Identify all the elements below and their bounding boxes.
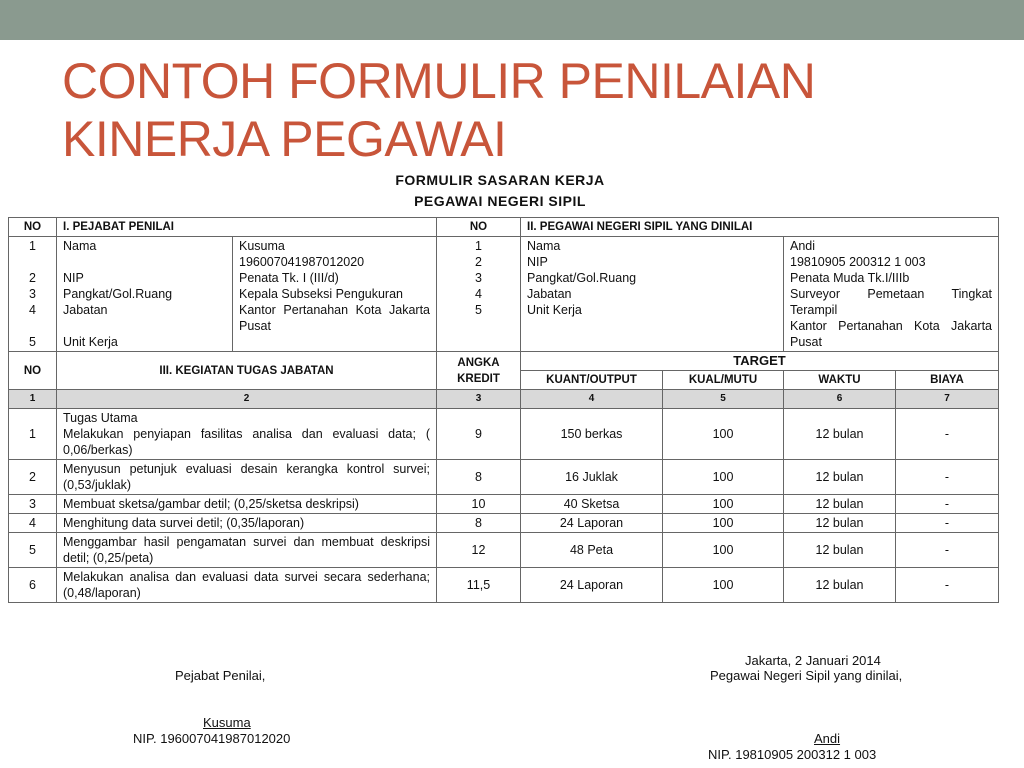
pns-dinilai-nip: NIP. 19810905 200312 1 003: [708, 747, 877, 762]
row-kuant: 16 Juklak: [521, 460, 663, 495]
row-kual: 100: [663, 460, 784, 495]
row-angka-kredit: 10: [437, 495, 521, 514]
table-row: [9, 460, 999, 495]
column-number-row: [9, 390, 999, 409]
pejabat-nama: Kusuma: [239, 239, 285, 253]
row-waktu: 12 bulan: [784, 514, 896, 533]
table-row: [9, 514, 999, 533]
row-no: 1: [9, 409, 57, 460]
colnum-1: 1: [9, 390, 57, 409]
pejabat-unit: Kantor Pertanahan Kota Jakarta Pusat: [239, 303, 430, 333]
pns-jabatan: Surveyor Pemetaan Tingkat Terampil: [790, 287, 992, 317]
row-waktu: 12 bulan: [784, 495, 896, 514]
colnum-3: 3: [437, 390, 521, 409]
row-waktu: 12 bulan: [784, 568, 896, 603]
kual-header: KUAL/MUTU: [663, 371, 784, 390]
slide-title-line-2: KINERJA PEGAWAI: [62, 111, 507, 167]
waktu-header: WAKTU: [784, 371, 896, 390]
pejabat-labels: Nama NIP Pangkat/Gol.Ruang Jabatan Unit Kerja: [57, 237, 233, 352]
col-no-header-3: NO: [9, 352, 57, 390]
row-no: 4: [9, 514, 57, 533]
pejabat-penilai-header: I. PEJABAT PENILAI: [57, 218, 437, 237]
row-waktu: 12 bulan: [784, 533, 896, 568]
pejabat-pangkat: Penata Tk. I (III/d): [239, 271, 339, 285]
pejabat-penilai-nip: NIP. 196007041987012020: [133, 731, 291, 746]
row-kual: 100: [663, 409, 784, 460]
row-no: 5: [9, 533, 57, 568]
row-angka-kredit: 8: [437, 460, 521, 495]
row-biaya: -: [896, 514, 999, 533]
row-angka-kredit: 12: [437, 533, 521, 568]
row-kuant: 24 Laporan: [521, 568, 663, 603]
colnum-7: 7: [896, 390, 999, 409]
kuant-header: KUANT/OUTPUT: [521, 371, 663, 390]
pns-values: [784, 237, 999, 352]
table-row: [9, 568, 999, 603]
row-biaya: -: [896, 568, 999, 603]
pns-labels: Nama NIP Pangkat/Gol.Ruang Jabatan Unit Kerja: [521, 237, 784, 352]
row-angka-kredit: 9: [437, 409, 521, 460]
kegiatan-header-row: [9, 352, 999, 371]
pns-dinilai-caption: Pegawai Negeri Sipil yang dinilai,: [710, 668, 903, 683]
row-no: 6: [9, 568, 57, 603]
row-biaya: -: [896, 409, 999, 460]
pejabat-jabatan: Kepala Subseksi Pengukuran: [239, 287, 404, 301]
row-biaya: -: [896, 495, 999, 514]
row-kual: 100: [663, 514, 784, 533]
row-kegiatan-text: Melakukan penyiapan fasilitas analisa dan evaluasi data; ( 0,06/berkas): [63, 427, 430, 457]
row-kegiatan: Melakukan analisa dan evaluasi data survei secara sederhana; (0,48/laporan): [57, 568, 437, 603]
row-angka-kredit: 11,5: [437, 568, 521, 603]
colnum-5: 5: [663, 390, 784, 409]
slide-title: [62, 52, 962, 168]
row-kegiatan: Membuat sketsa/gambar detil; (0,25/sketsa deskripsi): [57, 495, 437, 514]
target-header: TARGET: [521, 352, 999, 371]
tugas-utama-label: Tugas Utama: [63, 411, 138, 425]
row-kegiatan: Menghitung data survei detil; (0,35/laporan): [57, 514, 437, 533]
kegiatan-header: III. KEGIATAN TUGAS JABATAN: [57, 352, 437, 390]
biaya-header: BIAYA: [896, 371, 999, 390]
row-kegiatan: Menggambar hasil pengamatan survei dan membuat deskripsi detil; (0,25/peta): [57, 533, 437, 568]
pns-nip: 19810905 200312 1 003: [790, 255, 926, 269]
identity-row: [9, 237, 999, 352]
row-kegiatan: Menyusun petunjuk evaluasi desain kerangka kontrol survei; (0,53/juklak): [57, 460, 437, 495]
row-kuant: 40 Sketsa: [521, 495, 663, 514]
sasaran-kerja-table: [8, 217, 999, 603]
pns-nama: Andi: [790, 239, 816, 253]
row-waktu: 12 bulan: [784, 460, 896, 495]
row-kual: 100: [663, 568, 784, 603]
colnum-6: 6: [784, 390, 896, 409]
form-title: FORMULIR SASARAN KERJA: [395, 172, 605, 188]
row-kual: 100: [663, 495, 784, 514]
pns-unit: Kantor Pertanahan Kota Jakarta Pusat: [790, 319, 992, 349]
col-no-header-2: NO: [437, 218, 521, 237]
row-kuant: 150 berkas: [521, 409, 663, 460]
pns-dinilai-name: Andi: [814, 731, 841, 746]
row-kegiatan: [57, 409, 437, 460]
pejabat-values: [233, 237, 437, 352]
row-no: 3: [9, 495, 57, 514]
section-header-row: [9, 218, 999, 237]
table-row: [9, 533, 999, 568]
row-kuant: 24 Laporan: [521, 514, 663, 533]
pejabat-penilai-caption: Pejabat Penilai,: [175, 668, 266, 683]
row-angka-kredit: 8: [437, 514, 521, 533]
row-kual: 100: [663, 533, 784, 568]
row-biaya: -: [896, 533, 999, 568]
pejabat-numbers: 1 2 3 4 5: [9, 237, 57, 352]
colnum-2: 2: [57, 390, 437, 409]
row-no: 2: [9, 460, 57, 495]
place-date: Jakarta, 2 Januari 2014: [745, 653, 881, 668]
row-biaya: -: [896, 460, 999, 495]
pejabat-nip: 196007041987012020: [239, 255, 365, 269]
form-subtitle: PEGAWAI NEGERI SIPIL: [414, 193, 586, 209]
colnum-4: 4: [521, 390, 663, 409]
angka-kredit-header: ANGKA KREDIT: [437, 352, 521, 390]
table-row: [9, 495, 999, 514]
pns-pangkat: Penata Muda Tk.I/IIIb: [790, 271, 910, 285]
table-row: [9, 409, 999, 460]
row-waktu: 12 bulan: [784, 409, 896, 460]
pejabat-penilai-name: Kusuma: [203, 715, 251, 730]
row-kuant: 48 Peta: [521, 533, 663, 568]
col-no-header: NO: [9, 218, 57, 237]
slide-title-line-1: CONTOH FORMULIR PENILAIAN: [62, 53, 816, 109]
pns-dinilai-header: II. PEGAWAI NEGERI SIPIL YANG DINILAI: [521, 218, 999, 237]
pns-numbers: 1 2 3 4 5: [437, 237, 521, 352]
